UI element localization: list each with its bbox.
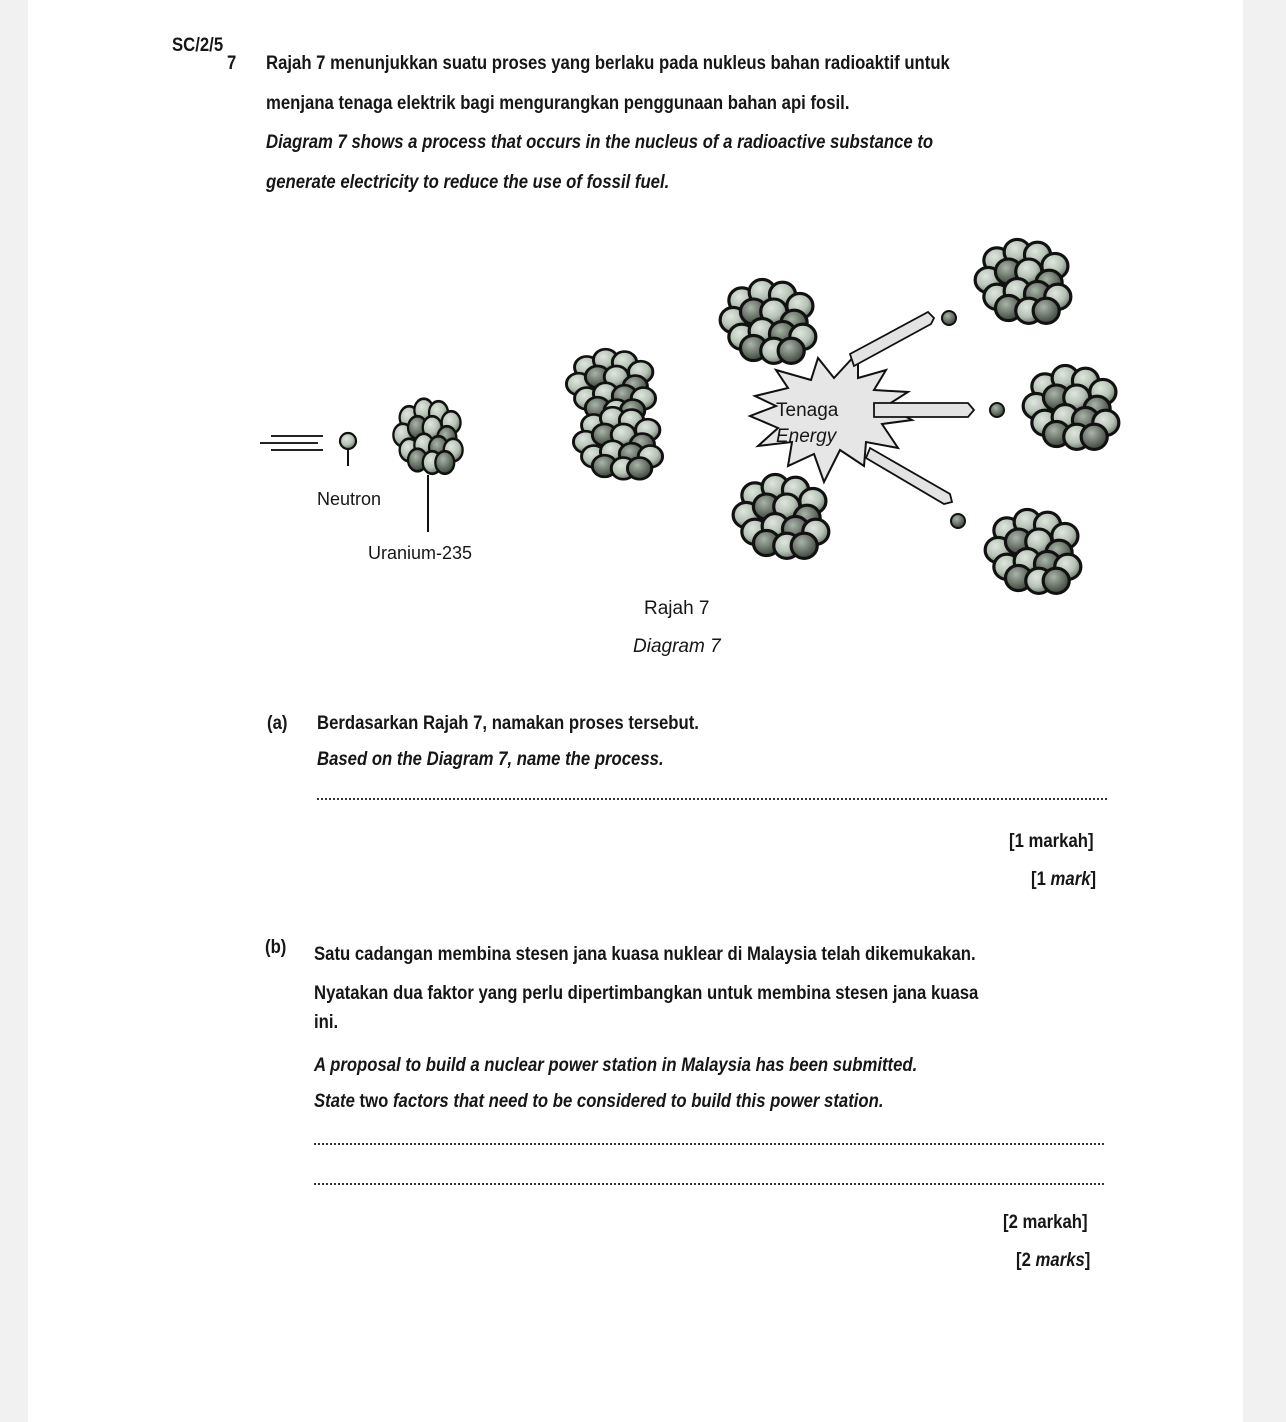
part-a-answer-line[interactable] <box>317 798 1107 800</box>
released-neutron-icon <box>951 514 965 528</box>
question-intro-ms-1: Rajah 7 menunjukkan suatu proses yang berlaku pada nukleus bahan radioaktif untuk <box>266 53 950 74</box>
question-intro-en-1: Diagram 7 shows a process that occurs in the nucleus of a radioactive substance to <box>266 132 934 153</box>
neutron-icon <box>340 433 356 449</box>
diagram-caption-ms: Rajah 7 <box>644 598 710 619</box>
part-b-text-en-1: A proposal to build a nuclear power station in Malaysia has been submitted. <box>314 1055 918 1076</box>
question-intro-ms-2: menjana tenaga elektrik bagi mengurangkan penggunaan bahan api fosil. <box>266 93 850 114</box>
target-nucleus-icon <box>1023 365 1119 449</box>
part-b-text-ms-1: Satu cadangan membina stesen jana kuasa nuklear di Malaysia telah dikemukakan. <box>314 944 976 965</box>
question-number: 7 <box>227 53 237 74</box>
energy-label-en: Energy <box>776 426 837 447</box>
part-b-marks-en: [2 marks] <box>1016 1250 1091 1271</box>
part-a-text-ms: Berdasarkan Rajah 7, namakan proses tersebut. <box>317 713 699 734</box>
uranium-nucleus-icon <box>393 399 462 474</box>
diagram-caption-en: Diagram 7 <box>633 636 721 657</box>
released-neutron-icon <box>990 403 1004 417</box>
paper-code: SC/2/5 <box>172 35 224 56</box>
part-a-label: (a) <box>267 713 288 734</box>
energy-label-ms: Tenaga <box>776 400 839 421</box>
part-a-text-en: Based on the Diagram 7, name the process. <box>317 749 664 770</box>
part-b-text-ms-3: ini. <box>314 1012 339 1033</box>
fission-diagram <box>28 220 1243 600</box>
product-nucleus-icon <box>720 279 816 363</box>
target-nucleus-icon <box>975 239 1071 323</box>
target-nucleus-icon <box>985 509 1081 593</box>
released-neutron-icon <box>942 311 956 325</box>
part-b-text-ms-2: Nyatakan dua faktor yang perlu dipertimbangkan untuk membina stesen jana kuasa <box>314 983 979 1004</box>
neutron-motion-lines <box>260 436 323 450</box>
part-a-marks-en: [1 mark] <box>1031 869 1097 890</box>
part-b-text-en-2: State two factors that need to be considered to build this power station. <box>314 1091 884 1112</box>
neutron-label: Neutron <box>317 489 382 509</box>
part-b-label: (b) <box>265 937 287 958</box>
part-a-marks-ms: [1 markah] <box>1009 831 1094 852</box>
uranium-label: Uranium-235 <box>368 543 473 563</box>
part-b-answer-line-1[interactable] <box>314 1143 1104 1145</box>
product-nucleus-icon <box>733 474 829 558</box>
question-intro-en-2: generate electricity to reduce the use of fossil fuel. <box>266 172 670 193</box>
part-b-answer-line-2[interactable] <box>314 1183 1104 1185</box>
compound-nucleus-icon <box>566 349 662 479</box>
exam-page <box>28 0 1243 1422</box>
part-b-marks-ms: [2 markah] <box>1003 1212 1088 1233</box>
